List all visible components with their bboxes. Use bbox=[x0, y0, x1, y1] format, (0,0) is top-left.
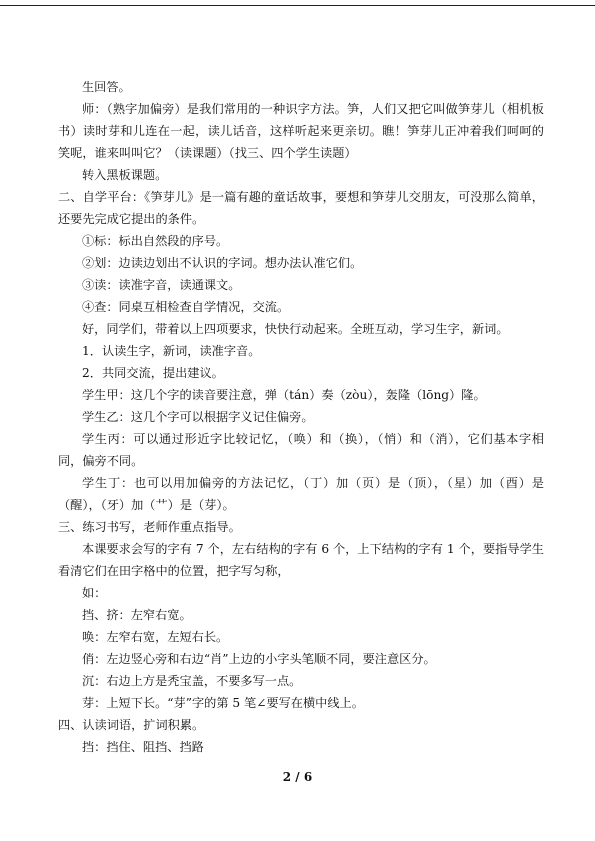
list-item: 沉：右边上方是秃宝盖，不要多写一点。 bbox=[82, 674, 302, 688]
list-item: 芽：上短下长。“芽”字的第 5 笔∠要写在横中线上。 bbox=[82, 696, 364, 710]
section-heading: 三、练习书写，老师作重点指导。 bbox=[58, 520, 241, 534]
paragraph: 学生丙：可以通过形近字比较记忆，（唤）和（换），（悄）和（消），它们基本字相同，偏旁不同。 bbox=[58, 432, 544, 468]
list-item: ②划：边读边划出不认识的字词。想办法认准它们。 bbox=[82, 256, 363, 270]
list-item: 唤：左窄右宽，左短右长。 bbox=[82, 630, 229, 644]
paragraph: 师：（熟字加偏旁）是我们常用的一种识字方法。笋，人们又把它叫做笋芽儿（相机板书）读时芽和儿连在一起，读儿话音，这样听起来更亲切。瞧！笋芽儿正冲着我们呵呵的笑呢，谁来叫叫它？（读课题）（找三、四个学生读题） bbox=[58, 102, 544, 160]
list-item: 挡、挤：左窄右宽。 bbox=[82, 608, 192, 622]
section-heading: 四、认读词语，扩词积累。 bbox=[58, 718, 205, 732]
paragraph: 学生甲：这几个字的读音要注意，弹（tán）奏（zòu），轰隆（lōng）隆。 bbox=[82, 388, 486, 402]
paragraph: 生回答。 bbox=[82, 80, 131, 94]
paragraph: 本课要求会写的字有 7 个，左右结构的字有 6 个，上下结构的字有 1 个，要指导学生看清它们在田字格中的位置，把字写匀称， bbox=[58, 542, 544, 578]
paragraph: 挡：挡住、阻挡、挡路 bbox=[82, 740, 204, 754]
list-item: 2．共同交流，提出建议。 bbox=[82, 366, 224, 380]
paragraph: 好，同学们，带着以上四项要求，快快行动起来。全班互动，学习生字，新词。 bbox=[82, 322, 509, 336]
list-item: 俏：左边竖心旁和右边“肖”上边的小字头笔顺不同，要注意区分。 bbox=[82, 652, 436, 666]
paragraph: 学生乙：这几个字可以根据字义记住偏旁。 bbox=[82, 410, 314, 424]
paragraph: 转入黑板课题。 bbox=[82, 168, 168, 182]
paragraph: 如： bbox=[82, 586, 107, 600]
list-item: ③读：读准字音，读通课文。 bbox=[82, 278, 241, 292]
section-heading: 二、自学平台：《笋芽儿》是一篇有趣的童话故事，要想和笋芽儿交朋友，可没那么简单，还要先完成它提出的条件。 bbox=[58, 190, 544, 226]
document-body bbox=[58, 76, 544, 758]
header-rule bbox=[0, 5, 595, 6]
list-item: ①标：标出自然段的序号。 bbox=[82, 234, 229, 248]
page-number: 2 / 6 bbox=[282, 770, 313, 784]
paragraph: 学生丁：也可以用加偏旁的方法记忆，（丁）加（页）是（顶），（星）加（酉）是（醒），（牙）加（艹）是（芽）。 bbox=[58, 476, 544, 512]
list-item: 1．认读生字，新词，读准字音。 bbox=[82, 344, 261, 358]
list-item: ④查：同桌互相检查自学情况，交流。 bbox=[82, 300, 290, 314]
